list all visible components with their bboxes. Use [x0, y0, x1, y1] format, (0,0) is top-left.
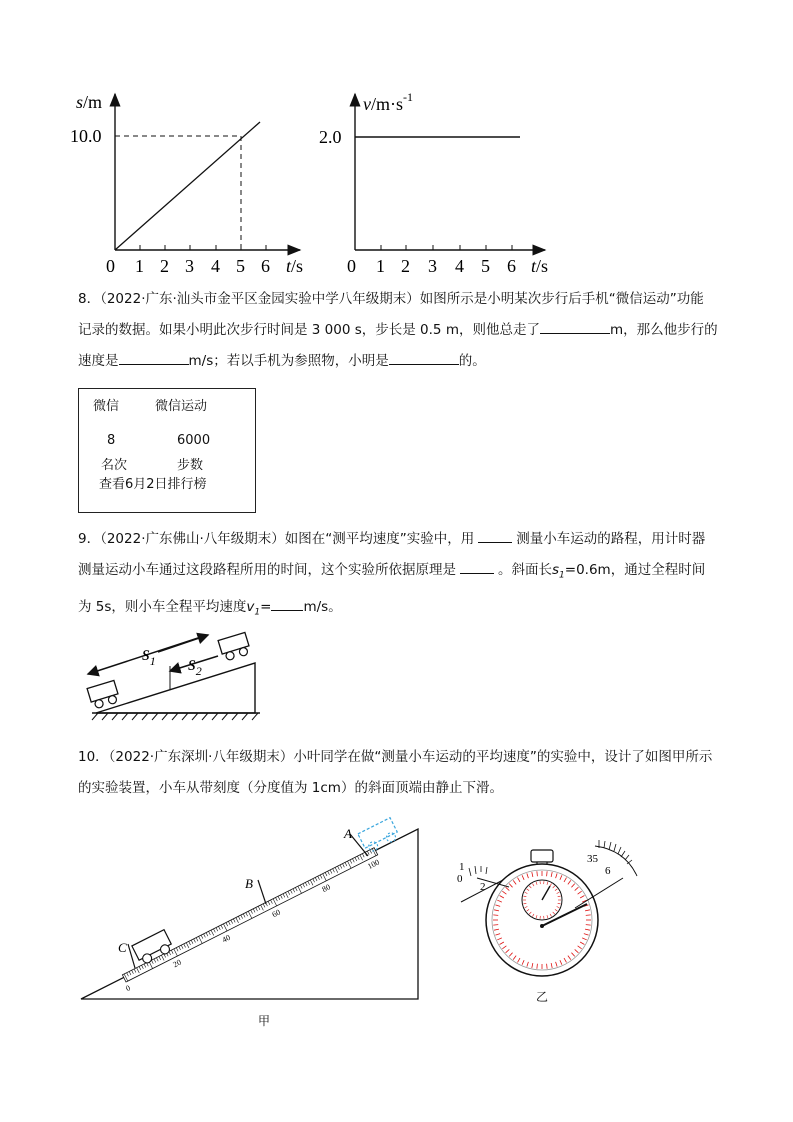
x-tick-4: 4 [455, 256, 464, 276]
leaderboard-link[interactable]: 查看6月2日排行榜 [99, 477, 207, 492]
ground-hatch [92, 713, 258, 720]
q9-line2: 测量运动小车通过这段路程所用的时间，这个实验所依据原理是 。斜面长$s_1=0.6m$，通过全程时间 [78, 555, 718, 592]
s1-arrow-back [158, 635, 208, 652]
point-a: A [344, 826, 352, 841]
marker-b [258, 880, 266, 904]
x-tick-6: 6 [507, 256, 516, 276]
cart-bottom [87, 680, 120, 709]
answer-blank-principle[interactable] [460, 559, 494, 574]
small-dial-mark-1: 1 [459, 861, 465, 873]
incline-diagram-big [78, 812, 428, 1012]
x-tick-5: 5 [481, 256, 490, 276]
ruler-mark-40: 40 [220, 932, 232, 945]
answer-blank-distance[interactable] [540, 319, 610, 334]
incline-diagram-small [78, 626, 278, 722]
x-axis-label: t/s [286, 256, 304, 276]
steps-value: 6000 [177, 433, 211, 448]
point-c: C [118, 940, 127, 955]
q9-line1: 9．（2022·广东佛山·八年级期末）如图在“测平均速度”实验中，用 测量小车运动的路程，用计时器 [78, 524, 718, 555]
x-axis-label: t/s [531, 256, 549, 276]
answer-blank-tool[interactable] [478, 528, 512, 543]
zoom-mark-6: 6 [605, 865, 611, 877]
ruler-mark-20: 20 [171, 957, 183, 970]
v-t-graph [315, 80, 565, 280]
ruler-mark-0: 0 [124, 983, 132, 994]
caption-yi: 乙 [536, 990, 549, 1004]
rank-value: 8 [107, 433, 116, 448]
steps-label: 步数 [177, 458, 204, 473]
x-tick-marks [381, 245, 512, 250]
hand-pivot [540, 924, 544, 928]
incline-body [96, 663, 255, 713]
y-axis-label: s/m [76, 92, 103, 112]
x-tick-1: 1 [135, 256, 144, 276]
x-tick-5: 5 [236, 256, 245, 276]
answer-blank-motion[interactable] [389, 350, 459, 365]
x-tick-1: 1 [376, 256, 385, 276]
question-9 [78, 524, 718, 628]
q8-line3: 速度是 m/s；若以手机为参照物，小明是 的。 [78, 346, 718, 377]
x-tick-0: 0 [347, 256, 356, 276]
question-10 [78, 742, 718, 804]
ruler-mark-100: 100 [366, 857, 381, 871]
cart-top [218, 632, 251, 661]
small-dial-mark-2: 2 [480, 881, 486, 893]
s-t-line [115, 122, 260, 250]
stopwatch-crown [531, 850, 553, 862]
s1-label: $s_1$ [142, 643, 156, 668]
caption-jia: 甲 [258, 1014, 271, 1028]
rank-label: 名次 [101, 458, 128, 473]
q9-line3: 为 5s，则小车全程平均速度$v_1= m/s$。 [78, 592, 718, 629]
x-tick-6: 6 [261, 256, 270, 276]
q10-line2: 的实验装置，小车从带刻度（分度值为 1cm）的斜面顶端由静止下滑。 [78, 780, 503, 796]
q10-line1: 10．（2022·广东深圳·八年级期末）小叶同学在做“测量小车运动的平均速度”的实验中，设计了如图甲所示 [78, 749, 713, 765]
wechat-sport-box [78, 388, 256, 513]
x-tick-3: 3 [185, 256, 194, 276]
x-tick-3: 3 [428, 256, 437, 276]
wechat-label: 微信 [93, 399, 120, 414]
y-tick-label: 10.0 [70, 126, 102, 146]
s2-label: $s_2$ [188, 653, 202, 678]
ruler [120, 848, 383, 993]
x-tick-0: 0 [106, 256, 115, 276]
y-tick-label: 2.0 [319, 127, 342, 147]
x-tick-2: 2 [160, 256, 169, 276]
x-tick-4: 4 [211, 256, 220, 276]
q8-line1: 8．（2022·广东·汕头市金平区金园实验中学八年级期末）如图所示是小明某次步行后手机“微信运动”功能 [78, 291, 704, 307]
zoom-ticks-left [469, 866, 487, 876]
wechat-sport-label: 微信运动 [155, 399, 208, 414]
s-t-graph [70, 80, 320, 280]
x-tick-marks [140, 245, 266, 250]
answer-blank-avg-speed[interactable] [271, 596, 303, 611]
zoom-mark-35: 35 [587, 853, 598, 865]
point-b: B [245, 876, 253, 891]
x-tick-2: 2 [401, 256, 410, 276]
ruler-mark-80: 80 [320, 882, 332, 894]
ruler-mark-60: 60 [270, 907, 282, 920]
question-8 [78, 284, 718, 377]
y-axis-label: $v/m\cdot s^{-1}$ [363, 90, 414, 114]
stopwatch [455, 832, 645, 982]
q8-line2: 记录的数据。如果小明此次步行时间是 3 000 s，步长是 0.5 m，则他总走了 m，那么他步行的 [78, 315, 718, 346]
answer-blank-speed[interactable] [119, 350, 189, 365]
small-dial-mark-0: 0 [457, 873, 463, 885]
